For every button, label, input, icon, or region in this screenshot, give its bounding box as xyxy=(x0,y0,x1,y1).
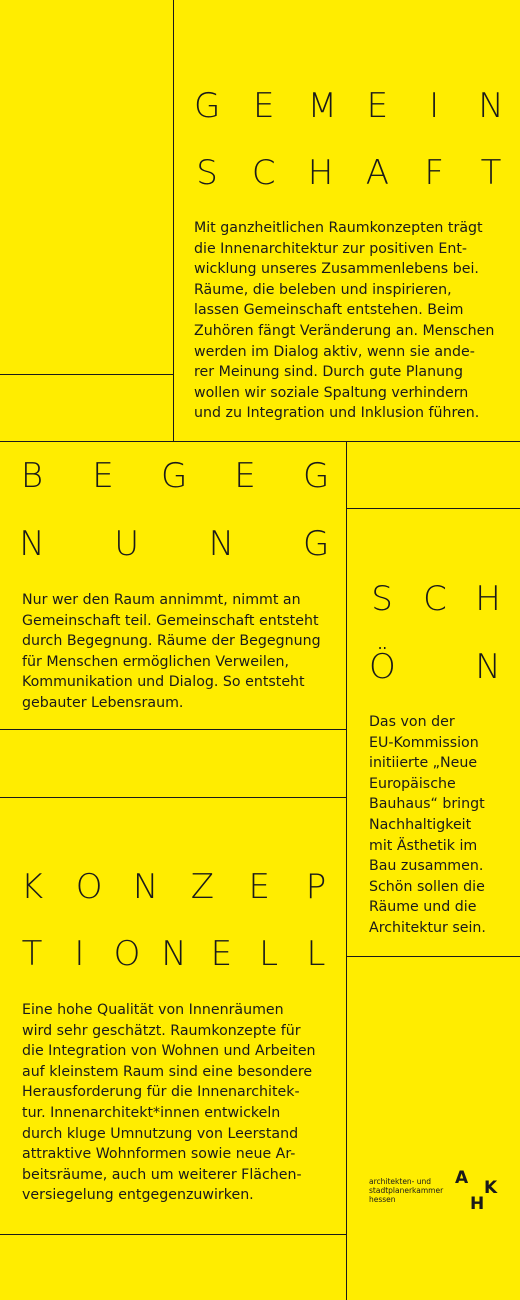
title-letter: B xyxy=(20,456,44,496)
body-line: EU-Kommission xyxy=(369,734,479,751)
body-line: Bau zusammen. xyxy=(369,858,484,875)
title-letter: A xyxy=(365,153,390,193)
body-line: Eine hohe Qualität von Innenräumen xyxy=(22,1002,284,1018)
title-letter: G xyxy=(161,456,188,496)
divider-vertical-top xyxy=(173,0,174,441)
title-letter: E xyxy=(366,86,389,126)
body-line: Architektur sein. xyxy=(369,919,486,936)
title-letter: O xyxy=(113,934,141,974)
body-line: Schön sollen die xyxy=(369,878,485,895)
body-line: durch Begegnung. Räume der Begegnung xyxy=(22,633,321,650)
title-letter: G xyxy=(194,86,221,126)
title-letter: Ö xyxy=(369,647,396,687)
title-letter: S xyxy=(371,579,393,619)
body-line: durch kluge Umnutzung von Leerstand xyxy=(22,1125,299,1142)
title-letter: U xyxy=(114,524,140,564)
begegnung-title-line-2 xyxy=(19,524,330,564)
body-line: Gemeinschaft teil. Gemeinschaft entsteht xyxy=(22,612,319,629)
title-letter: N xyxy=(161,934,187,974)
title-letter: O xyxy=(75,867,103,907)
body-line: auf kleinstem Raum sind eine besondere xyxy=(22,1063,313,1080)
body-line: für Menschen ermöglichen Verweilen, xyxy=(22,653,290,670)
body-line: wird sehr geschätzt. Raumkonzepte für xyxy=(22,1022,301,1039)
title-letter: C xyxy=(423,579,447,619)
body-line: Bauhaus“ bringt xyxy=(369,796,485,813)
title-letter: K xyxy=(20,867,44,907)
title-letter: E xyxy=(248,867,270,907)
schoen-body xyxy=(369,712,486,939)
body-line: initiierte „Neue xyxy=(369,755,478,772)
body-line: beitsräume, auch um weiterer Flächen- xyxy=(22,1166,302,1183)
title-letter: N xyxy=(208,524,235,564)
title-letter: H xyxy=(307,153,334,193)
body-line: Mit ganzheitlichen Raumkonzepten trägt xyxy=(194,220,483,236)
gemeinschaft-title-line-1 xyxy=(194,86,504,126)
title-letter: L xyxy=(306,934,326,974)
logo-letter-k: K xyxy=(484,1178,498,1198)
title-letter: I xyxy=(74,934,85,974)
konzeptionell-title-line-1 xyxy=(19,867,329,907)
title-letter: G xyxy=(303,456,330,496)
body-line: die Integration von Wohnen und Arbeiten xyxy=(22,1043,316,1060)
logo-letter-a: A xyxy=(455,1168,469,1188)
body-line: Nachhaltigkeit xyxy=(369,816,472,833)
begegnung-title-line-1 xyxy=(19,456,330,496)
body-line: werden im Dialog aktiv, wenn sie ande- xyxy=(194,343,475,360)
chamber-name-line: stadtplanerkammer xyxy=(369,1186,444,1195)
konzeptionell-body xyxy=(22,1000,316,1206)
title-letter: T xyxy=(21,934,43,974)
schoen-title-line-1 xyxy=(369,579,501,619)
body-line: Räume, die beleben und inspirieren, xyxy=(194,281,452,298)
body-line: Räume und die xyxy=(369,899,477,916)
body-line: Kommunikation und Dialog. So entsteht xyxy=(22,674,305,691)
gemeinschaft-body xyxy=(194,218,494,424)
title-letter: N xyxy=(132,867,159,907)
divider-horizontal-left-mid1 xyxy=(0,729,346,730)
divider-horizontal-right-top xyxy=(346,508,520,509)
title-letter: S xyxy=(196,153,218,193)
title-letter: E xyxy=(234,456,256,496)
title-letter: E xyxy=(210,934,233,974)
divider-horizontal-left-top xyxy=(0,374,173,375)
title-letter: F xyxy=(424,153,444,193)
gemeinschaft-title-line-2 xyxy=(194,153,504,193)
divider-horizontal-right-bottom xyxy=(346,956,520,957)
logo-letter-h: H xyxy=(470,1194,485,1214)
body-line: Das von der xyxy=(369,714,455,730)
title-letter: H xyxy=(475,579,501,619)
body-line: wicklung unseres Zusammenlebens bei. xyxy=(194,261,479,278)
schoen-title-line-2 xyxy=(369,647,501,687)
chamber-name-line: hessen xyxy=(369,1195,396,1204)
body-line: gebauter Lebensraum. xyxy=(22,694,184,711)
body-line: die Innenarchitektur zur positiven Ent- xyxy=(194,240,467,257)
title-letter: N xyxy=(475,647,501,687)
title-letter: I xyxy=(429,86,440,126)
body-line: rer Meinung sind. Durch gute Planung xyxy=(194,364,464,381)
begegnung-body xyxy=(22,590,321,714)
chamber-name xyxy=(369,1177,443,1204)
title-letter: N xyxy=(19,524,45,564)
title-letter: L xyxy=(259,934,279,974)
body-line: attraktive Wohnformen sowie neue Ar- xyxy=(22,1146,296,1163)
body-line: mit Ästhetik im xyxy=(369,837,478,854)
body-line: Nur wer den Raum annimmt, nimmt an xyxy=(22,592,301,608)
body-line: tur. Innenarchitekt*innen entwickeln xyxy=(22,1104,281,1121)
title-letter: C xyxy=(251,153,276,193)
body-line: Herausforderung für die Innenarchitek- xyxy=(22,1084,300,1101)
title-letter: Z xyxy=(190,867,215,907)
title-letter: E xyxy=(92,456,114,496)
title-letter: M xyxy=(307,86,337,126)
body-line: Zuhören fängt Veränderung an. Menschen xyxy=(194,322,495,339)
chamber-name-line: architekten- und xyxy=(369,1177,432,1186)
body-line: Europäische xyxy=(369,775,456,792)
body-line: und zu Integration und Inklusion führen. xyxy=(194,405,480,422)
divider-horizontal-left-bottom xyxy=(0,1234,346,1235)
konzeptionell-title-line-2 xyxy=(19,934,329,974)
body-line: lassen Gemeinschaft entstehen. Beim xyxy=(194,302,464,319)
title-letter: E xyxy=(253,86,275,126)
title-letter: T xyxy=(480,153,502,193)
divider-horizontal-left-mid2 xyxy=(0,797,346,798)
body-line: wollen wir soziale Spaltung verhindern xyxy=(194,384,469,401)
body-line: versiegelung entgegenzuwirken. xyxy=(22,1187,254,1204)
title-letter: P xyxy=(305,867,327,907)
title-letter: N xyxy=(478,86,504,126)
title-letter: G xyxy=(302,524,330,564)
divider-vertical-right xyxy=(346,441,347,1300)
divider-horizontal-main xyxy=(0,441,520,442)
